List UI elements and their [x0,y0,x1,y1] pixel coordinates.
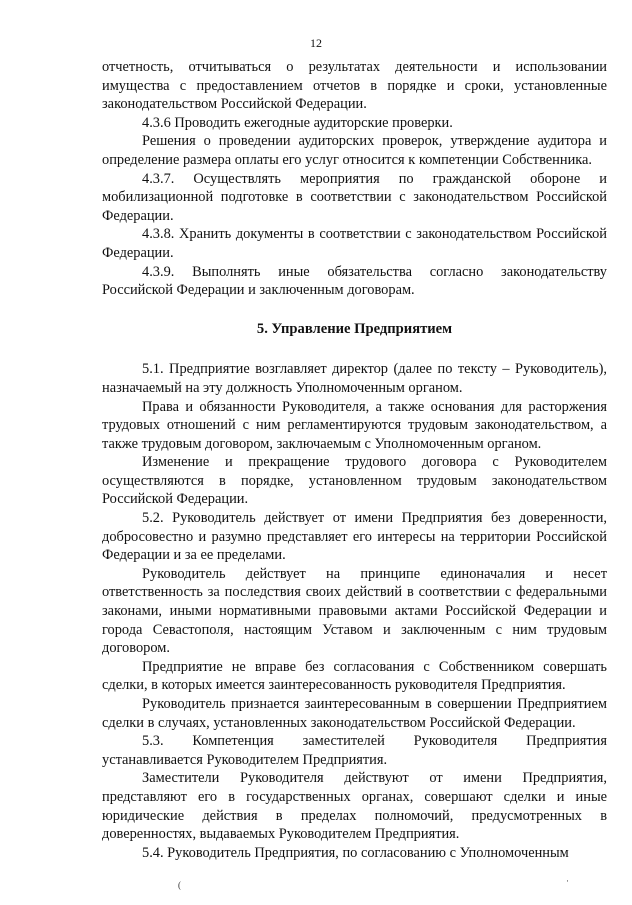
paragraph-deputies: Заместители Руководителя действуют от имени Предприятия, представляют его в государственных органах, совершают сделки и иные юридические действия в пределах полномочий, предусмотренных в доверенностях, выдаваемых Руководителем Предприятия. [102,770,607,843]
scan-speck: ( [178,880,181,890]
scan-speck: · [566,876,569,886]
paragraph-interested-party: Руководитель признается заинтересованным в совершении Предприятием сделки в случаях, установленных законодательством Российской Федерации. [102,696,607,731]
paragraph-rights-duties: Права и обязанности Руководителя, а также основания для расторжения трудовых отношений с ним регламентируются трудовым законодательством, а также трудовым договором, заключаемым с Уполномоченным органом. [102,398,607,452]
paragraph-4-3-6: 4.3.6 Проводить ежегодные аудиторские проверки. [142,114,453,131]
paragraph-5-2: 5.2. Руководитель действует от имени Предприятия без доверенности, добросовестно и разумно представляет его интересы на территории Российской Федерации и за ее пределами. [102,510,607,564]
paragraph-responsibility: Руководитель действует на принципе единоначалия и несет ответственность за последствия своих действий в соответствии с федеральными законами, иными нормативными правовыми актами Российской Федерации и города Севастополя, настоящим Уставом и заключенным с ним трудовым договором. [102,565,607,657]
paragraph-4-3-9: 4.3.9. Выполнять иные обязательства согласно законодательству Российской Федерации и заключенным договорам. [102,263,607,299]
paragraph-5-4: 5.4. Руководитель Предприятия, по согласованию с Уполномоченным [142,844,569,861]
paragraph-5-3: 5.3. Компетенция заместителей Руководителя Предприятия устанавливается Руководителем Предприятия. [102,733,607,768]
paragraph-audit-decisions: Решения о проведении аудиторских проверок, утверждение аудитора и определение размера оплаты его услуг относится к компетенции Собственника. [102,133,607,168]
paragraph-4-3-8: 4.3.8. Хранить документы в соответствии с законодательством Российской Федерации. [102,226,607,261]
paragraph-contract-change: Изменение и прекращение трудового договора с Руководителем осуществляются в порядке, установленном трудовым законодательством Российской Федерации. [102,454,607,508]
paragraph-5-1: 5.1. Предприятие возглавляет директор (далее по тексту – Руководитель), назначаемый на эту должность Уполномоченным органом. [102,361,607,396]
paragraph-continuation: отчетность, отчитываться о результатах деятельности и использовании имущества с предоставлением отчетов в порядке и сроки, установленные законодательством Российской Федерации. [102,59,607,113]
body-text [102,58,607,862]
section-heading: 5. Управление Предприятием [256,320,453,337]
paragraph-owner-approval: Предприятие не вправе без согласования с Собственником совершать сделки, в которых имеется заинтересованность руководителя Предприятия. [102,658,607,694]
page-number: 12 [310,36,322,50]
paragraph-4-3-7: 4.3.7. Осуществлять мероприятия по гражданской обороне и мобилизационной подготовке в соответствии с законодательством Российской Федерации. [102,170,607,224]
